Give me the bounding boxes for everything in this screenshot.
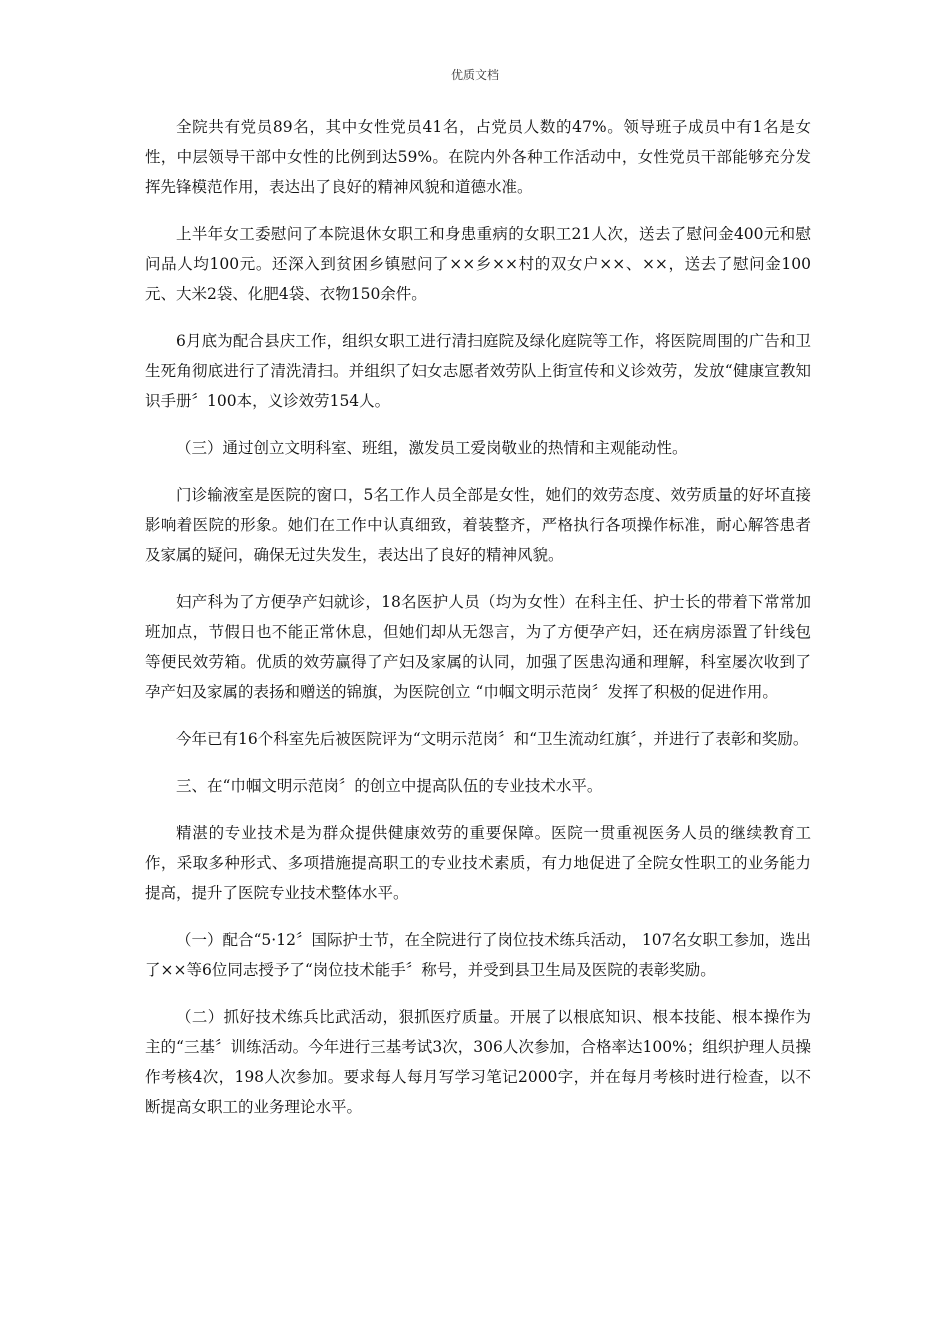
document-body [145,112,811,1139]
section-heading-civilized-departments: （三）通过创立文明科室、班组，激发员工爱岗敬业的热情和主观能动性。 [176,439,688,457]
paragraph-technical-skills: 精湛的专业技术是为群众提供健康效劳的重要保障。医院一贯重视医务人员的继续教育工作，采取多种形式、多项措施提高职工的专业技术素质，有力地促进了全院女性职工的业务能力提高，提升了医院专业技术整体水平。 [145,824,811,902]
paragraph-nurses-day: （一）配合“5·12〞国际护士节，在全院进行了岗位技术练兵活动， 107名女职工参加，选出了××等6位同志授予了“岗位技术能手〞称号，并受到县卫生局及医院的表彰奖励。 [145,931,811,979]
paragraph-awards: 今年已有16个科室先后被医院评为“文明示范岗〞和“卫生流动红旗〞，并进行了表彰和奖励。 [176,730,809,748]
page-header: 优质文档 [450,68,499,82]
paragraph-party-members: 全院共有党员89名，其中女性党员41名，占党员人数的47%。领导班子成员中有1名是女性，中层领导干部中女性的比例到达59%。在院内外各种工作活动中，女性党员干部能够充分发挥先锋模范作用，表达出了良好的精神风貌和道德水准。 [145,118,811,196]
paragraph-obstetrics: 妇产科为了方便孕产妇就诊，18名医护人员（均为女性）在科主任、护士长的带着下常常加班加点，节假日也不能正常休息，但她们却从无怨言，为了方便孕产妇，还在病房添置了针线包等便民效劳箱。优质的效劳赢得了产妇及家属的认同，加强了医患沟通和理解，科室屡次收到了孕产妇及家属的表扬和赠送的锦旗，为医院创立 “巾帼文明示范岗〞发挥了积极的促进作用。 [145,593,811,701]
paragraph-county-celebration: 6月底为配合县庆工作，组织女职工进行清扫庭院及绿化庭院等工作，将医院周围的广告和卫生死角彻底进行了清洗清扫。并组织了妇女志愿者效劳队上街宣传和义诊效劳，发放“健康宣教知识手册〞100本，义诊效劳154人。 [145,332,811,410]
paragraph-infusion-room: 门诊输液室是医院的窗口，5名工作人员全部是女性，她们的效劳态度、效劳质量的好坏直接影响着医院的形象。她们在工作中认真细致，着装整齐，严格执行各项操作标准，耐心解答患者及家属的疑问，确保无过失发生，表达出了良好的精神风貌。 [145,486,811,564]
paragraph-condolence-visits: 上半年女工委慰问了本院退休女职工和身患重病的女职工21人次，送去了慰问金400元和慰问品人均100元。还深入到贫困乡镇慰问了××乡××村的双女户××、××，送去了慰问金100元、大米2袋、化肥4袋、衣物150余件。 [145,225,811,303]
paragraph-skills-competition: （二）抓好技术练兵比武活动，狠抓医疗质量。开展了以根底知识、根本技能、根本操作为主的“三基〞训练活动。今年进行三基考试3次，306人次参加，合格率达100%；组织护理人员操作考核4次，198人次参加。要求每人每月写学习笔记2000字，并在每月考核时进行检查，以不断提高女职工的业务理论水平。 [145,1008,811,1116]
section-heading-technical-level: 三、在“巾帼文明示范岗〞的创立中提高队伍的专业技术水平。 [176,777,603,795]
